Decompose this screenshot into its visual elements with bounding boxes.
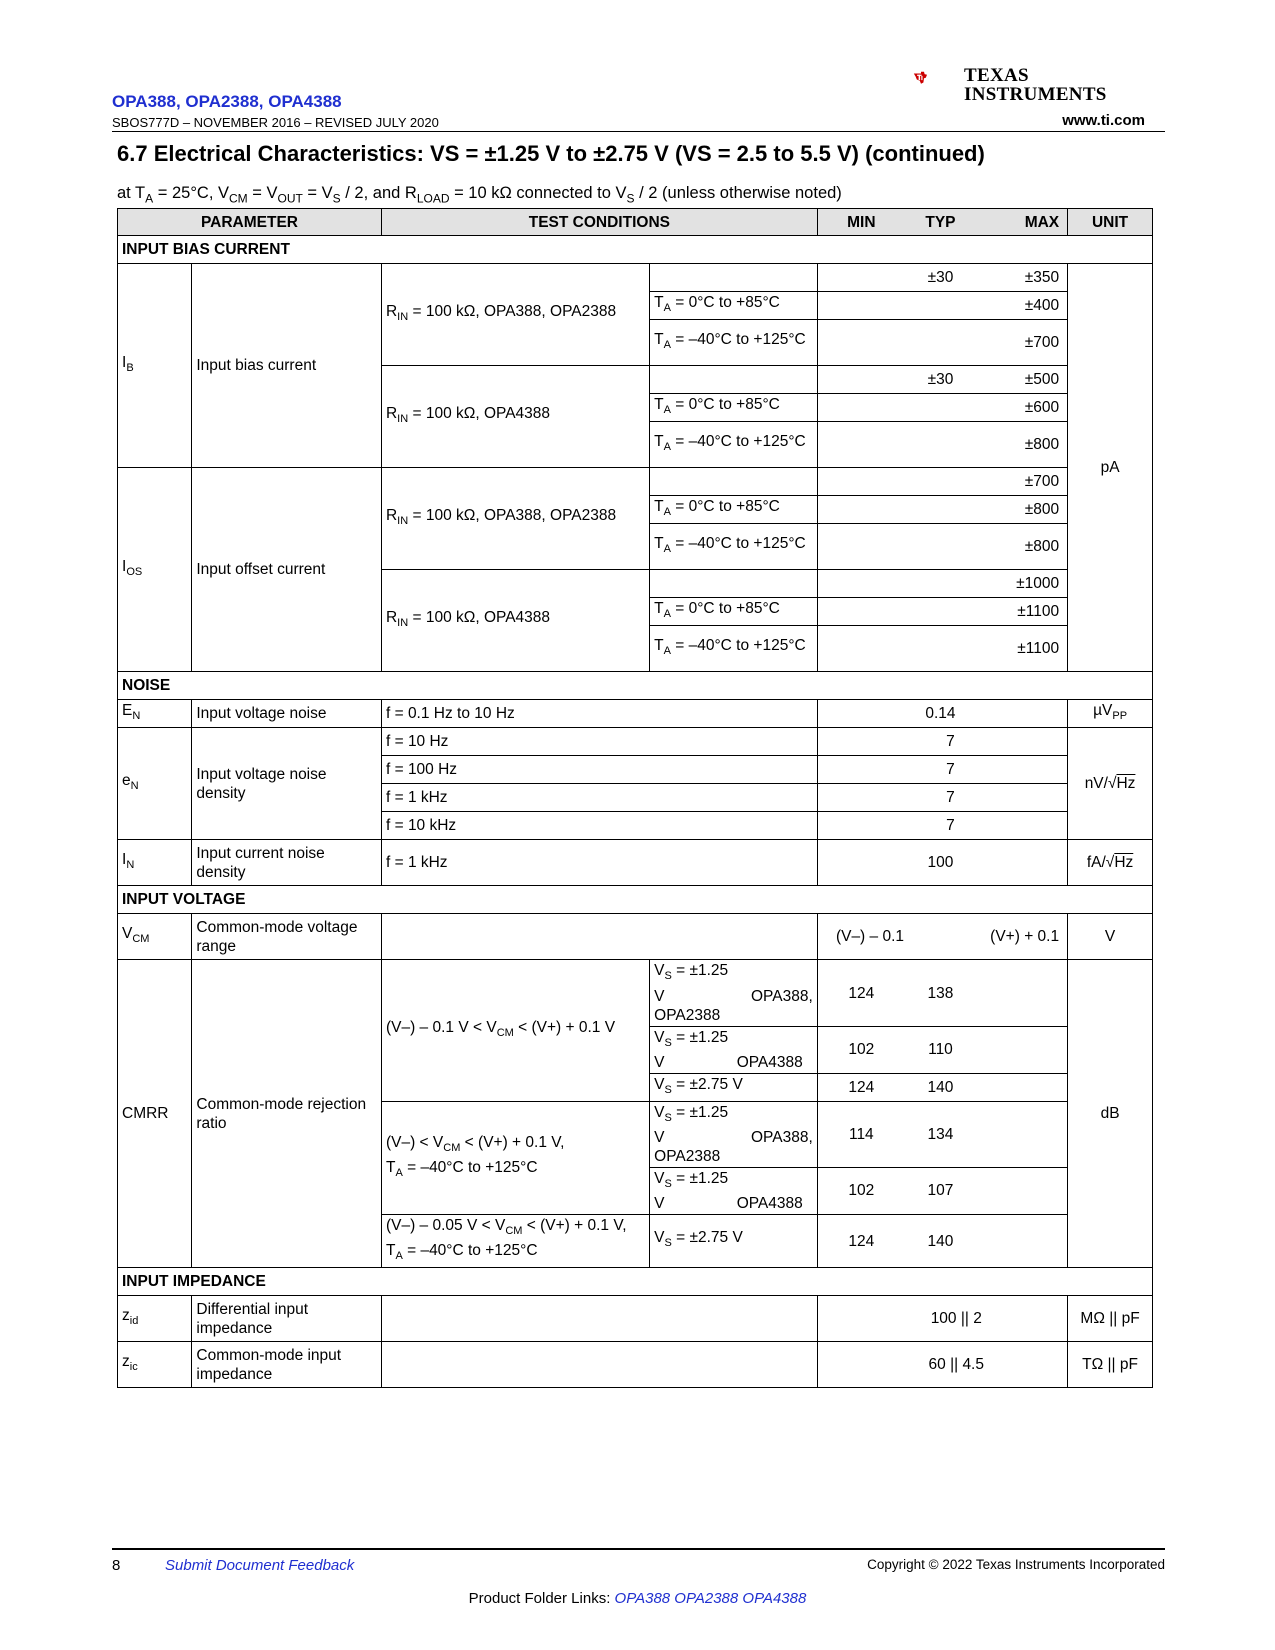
values: 7 (817, 728, 1067, 756)
values: ±600 (817, 394, 1067, 422)
table-header-row (118, 209, 1153, 236)
test-condition: $R_{IN} = 100$ kΩ, OPA4388 (381, 366, 649, 468)
values: ±700 (817, 320, 1067, 366)
unit-cell: pA (1068, 264, 1153, 672)
section-row: NOISE (118, 672, 1153, 700)
param-name: Differential input impedance (192, 1296, 382, 1342)
values: 102 110 (817, 1026, 1067, 1073)
table-row (118, 700, 1153, 728)
param-name: Input current noise density (192, 840, 382, 886)
table-row (118, 1342, 1153, 1388)
param-name: Common-mode voltage range (192, 914, 382, 960)
values: 7 (817, 812, 1067, 840)
symbol-en-pp: $E_N$ (118, 700, 192, 728)
values: 0.14 (817, 700, 1067, 728)
values: 114 134 (817, 1101, 1067, 1167)
test-condition: $R_{IN} = 100$ kΩ, OPA388, OPA2388 (381, 264, 649, 366)
test-condition: $(V-) < V_{CM} < (V+) + 0.1$ V, $T_A = -40^\circ C$ to +125°C (381, 1101, 649, 1214)
symbol-en: $e_N$ (118, 728, 192, 840)
values: ±800 (817, 422, 1067, 468)
values: 124 140 (817, 1214, 1067, 1267)
test-conditions-note: at $T_A = 25^\circ C$, $V_{CM} = V_{OUT} = V_S / 2$, and $R_{LOAD} = 10$ kΩ connected to $V_S / 2$ (unless otherwise noted) (117, 184, 842, 206)
supply-condition: $V_S = \pm 1.25$ V OPA388, OPA2388 (650, 960, 818, 1026)
submit-feedback-link[interactable]: Submit Document Feedback (165, 1557, 355, 1574)
literature-number: SBOS777D – NOVEMBER 2016 – REVISED JULY 2020 (112, 115, 439, 130)
unit-cell: nV/√Hz (1068, 728, 1153, 840)
temp-condition: $T_A = 0^\circ C$ to +85°C (650, 394, 818, 422)
table-row (118, 1296, 1153, 1342)
param-name: Input offset current (192, 468, 382, 672)
param-name: Input voltage noise (192, 700, 382, 728)
supply-condition: $V_S = \pm 2.75$ V (650, 1214, 818, 1267)
header-rule (112, 131, 1165, 132)
header-parameter: PARAMETER (118, 209, 382, 236)
values: ±400 (817, 292, 1067, 320)
test-condition: f = 100 Hz (381, 756, 817, 784)
ti-wordmark: TEXAS INSTRUMENTS (964, 65, 1107, 105)
table-row (118, 840, 1153, 886)
values: ±1000 (817, 570, 1067, 598)
temp-condition: $T_A = 0^\circ C$ to +85°C (650, 598, 818, 626)
temp-condition: $T_A = -40^\circ C$ to +125°C (650, 626, 818, 672)
test-condition: f = 10 Hz (381, 728, 817, 756)
values: 124 138 (817, 960, 1067, 1026)
section-row: INPUT BIAS CURRENT (118, 236, 1153, 264)
unit-cell: fA/√Hz (1068, 840, 1153, 886)
electrical-characteristics-table (117, 208, 1153, 1388)
values: ±1100 (817, 626, 1067, 672)
values: ±1100 (817, 598, 1067, 626)
website-link[interactable]: www.ti.com (1062, 112, 1145, 129)
symbol-vcm: $V_{CM}$ (118, 914, 192, 960)
test-condition: f = 1 kHz (381, 784, 817, 812)
values: ±800 (817, 496, 1067, 524)
header-unit: UNIT (1068, 209, 1153, 236)
values: (V–) – 0.1 (V+) + 0.1 (817, 914, 1067, 960)
temp-condition: $T_A = -40^\circ C$ to +125°C (650, 422, 818, 468)
values: ±700 (817, 468, 1067, 496)
values: ±30 ±350 (817, 264, 1067, 292)
supply-condition: $V_S = \pm 1.25$ V OPA4388 (650, 1167, 818, 1214)
footer-rule (112, 1548, 1165, 1550)
param-name: Input bias current (192, 264, 382, 468)
header-test-conditions: TEST CONDITIONS (381, 209, 817, 236)
param-name: Common-mode rejection ratio (192, 960, 382, 1268)
symbol-ios: $I_{OS}$ (118, 468, 192, 672)
symbol-zid: $z_{id}$ (118, 1296, 192, 1342)
section-row: INPUT VOLTAGE (118, 886, 1153, 914)
symbol-in: $I_N$ (118, 840, 192, 886)
test-condition: f = 10 kHz (381, 812, 817, 840)
test-condition: f = 1 kHz (381, 840, 817, 886)
copyright: Copyright © 2022 Texas Instruments Incorporated (867, 1557, 1165, 1572)
values: 7 (817, 756, 1067, 784)
unit-cell: MΩ || pF (1068, 1296, 1153, 1342)
unit-cell: TΩ || pF (1068, 1342, 1153, 1388)
test-condition: f = 0.1 Hz to 10 Hz (381, 700, 817, 728)
document-part-numbers: OPA388, OPA2388, OPA4388 (112, 92, 342, 111)
section-row: INPUT IMPEDANCE (118, 1268, 1153, 1296)
table-row (118, 960, 1153, 1026)
symbol-cmrr: CMRR (118, 960, 192, 1268)
values: 7 (817, 784, 1067, 812)
page-number: 8 (112, 1557, 121, 1574)
unit-cell: µV$_{PP}$ (1068, 700, 1153, 728)
unit-cell: V (1068, 914, 1153, 960)
values: ±800 (817, 524, 1067, 570)
param-name: Input voltage noise density (192, 728, 382, 840)
table-row (118, 468, 1153, 496)
table-row (118, 264, 1153, 292)
test-condition: $R_{IN} = 100$ kΩ, OPA4388 (381, 570, 649, 672)
temp-condition: $T_A = 0^\circ C$ to +85°C (650, 496, 818, 524)
values: 102 107 (817, 1167, 1067, 1214)
supply-condition: $V_S = \pm 1.25$ V OPA388, OPA2388 (650, 1101, 818, 1167)
supply-condition: $V_S = \pm 1.25$ V OPA4388 (650, 1026, 818, 1073)
temp-condition: $T_A = -40^\circ C$ to +125°C (650, 320, 818, 366)
test-condition: $R_{IN} = 100$ kΩ, OPA388, OPA2388 (381, 468, 649, 570)
values: ±30 ±500 (817, 366, 1067, 394)
product-folder-links: Product Folder Links: OPA388 OPA2388 OPA4388 (468, 1590, 807, 1607)
ti-logo-icon (912, 55, 972, 101)
values: 124 140 (817, 1073, 1067, 1101)
temp-condition: $T_A = 0^\circ C$ to +85°C (650, 292, 818, 320)
product-folder-link[interactable]: OPA388 OPA2388 OPA4388 (614, 1590, 807, 1607)
symbol-zic: $z_{ic}$ (118, 1342, 192, 1388)
test-condition: (V–) – 0.1 $V < V_{CM} < (V+) + 0.1$ V (381, 960, 649, 1101)
temp-condition: $T_A = -40^\circ C$ to +125°C (650, 524, 818, 570)
test-condition: (V–) – 0.05 $V < V_{CM} < (V+) + 0.1$ V, $T_A = -40^\circ C$ to +125°C (381, 1214, 649, 1267)
param-name: Common-mode input impedance (192, 1342, 382, 1388)
header-min-typ-max: MIN TYP MAX (817, 209, 1067, 236)
values: 60 || 4.5 (817, 1342, 1067, 1388)
supply-condition: $V_S = \pm 2.75$ V (650, 1073, 818, 1101)
section-title: 6.7 Electrical Characteristics: VS = ±1.25 V to ±2.75 V (VS = 2.5 to 5.5 V) (continued) (117, 141, 985, 166)
values: 100 || 2 (817, 1296, 1067, 1342)
symbol-ib: $I_B$ (118, 264, 192, 468)
table-row (118, 728, 1153, 756)
values: 100 (817, 840, 1067, 886)
table-row (118, 914, 1153, 960)
unit-cell: dB (1068, 960, 1153, 1268)
